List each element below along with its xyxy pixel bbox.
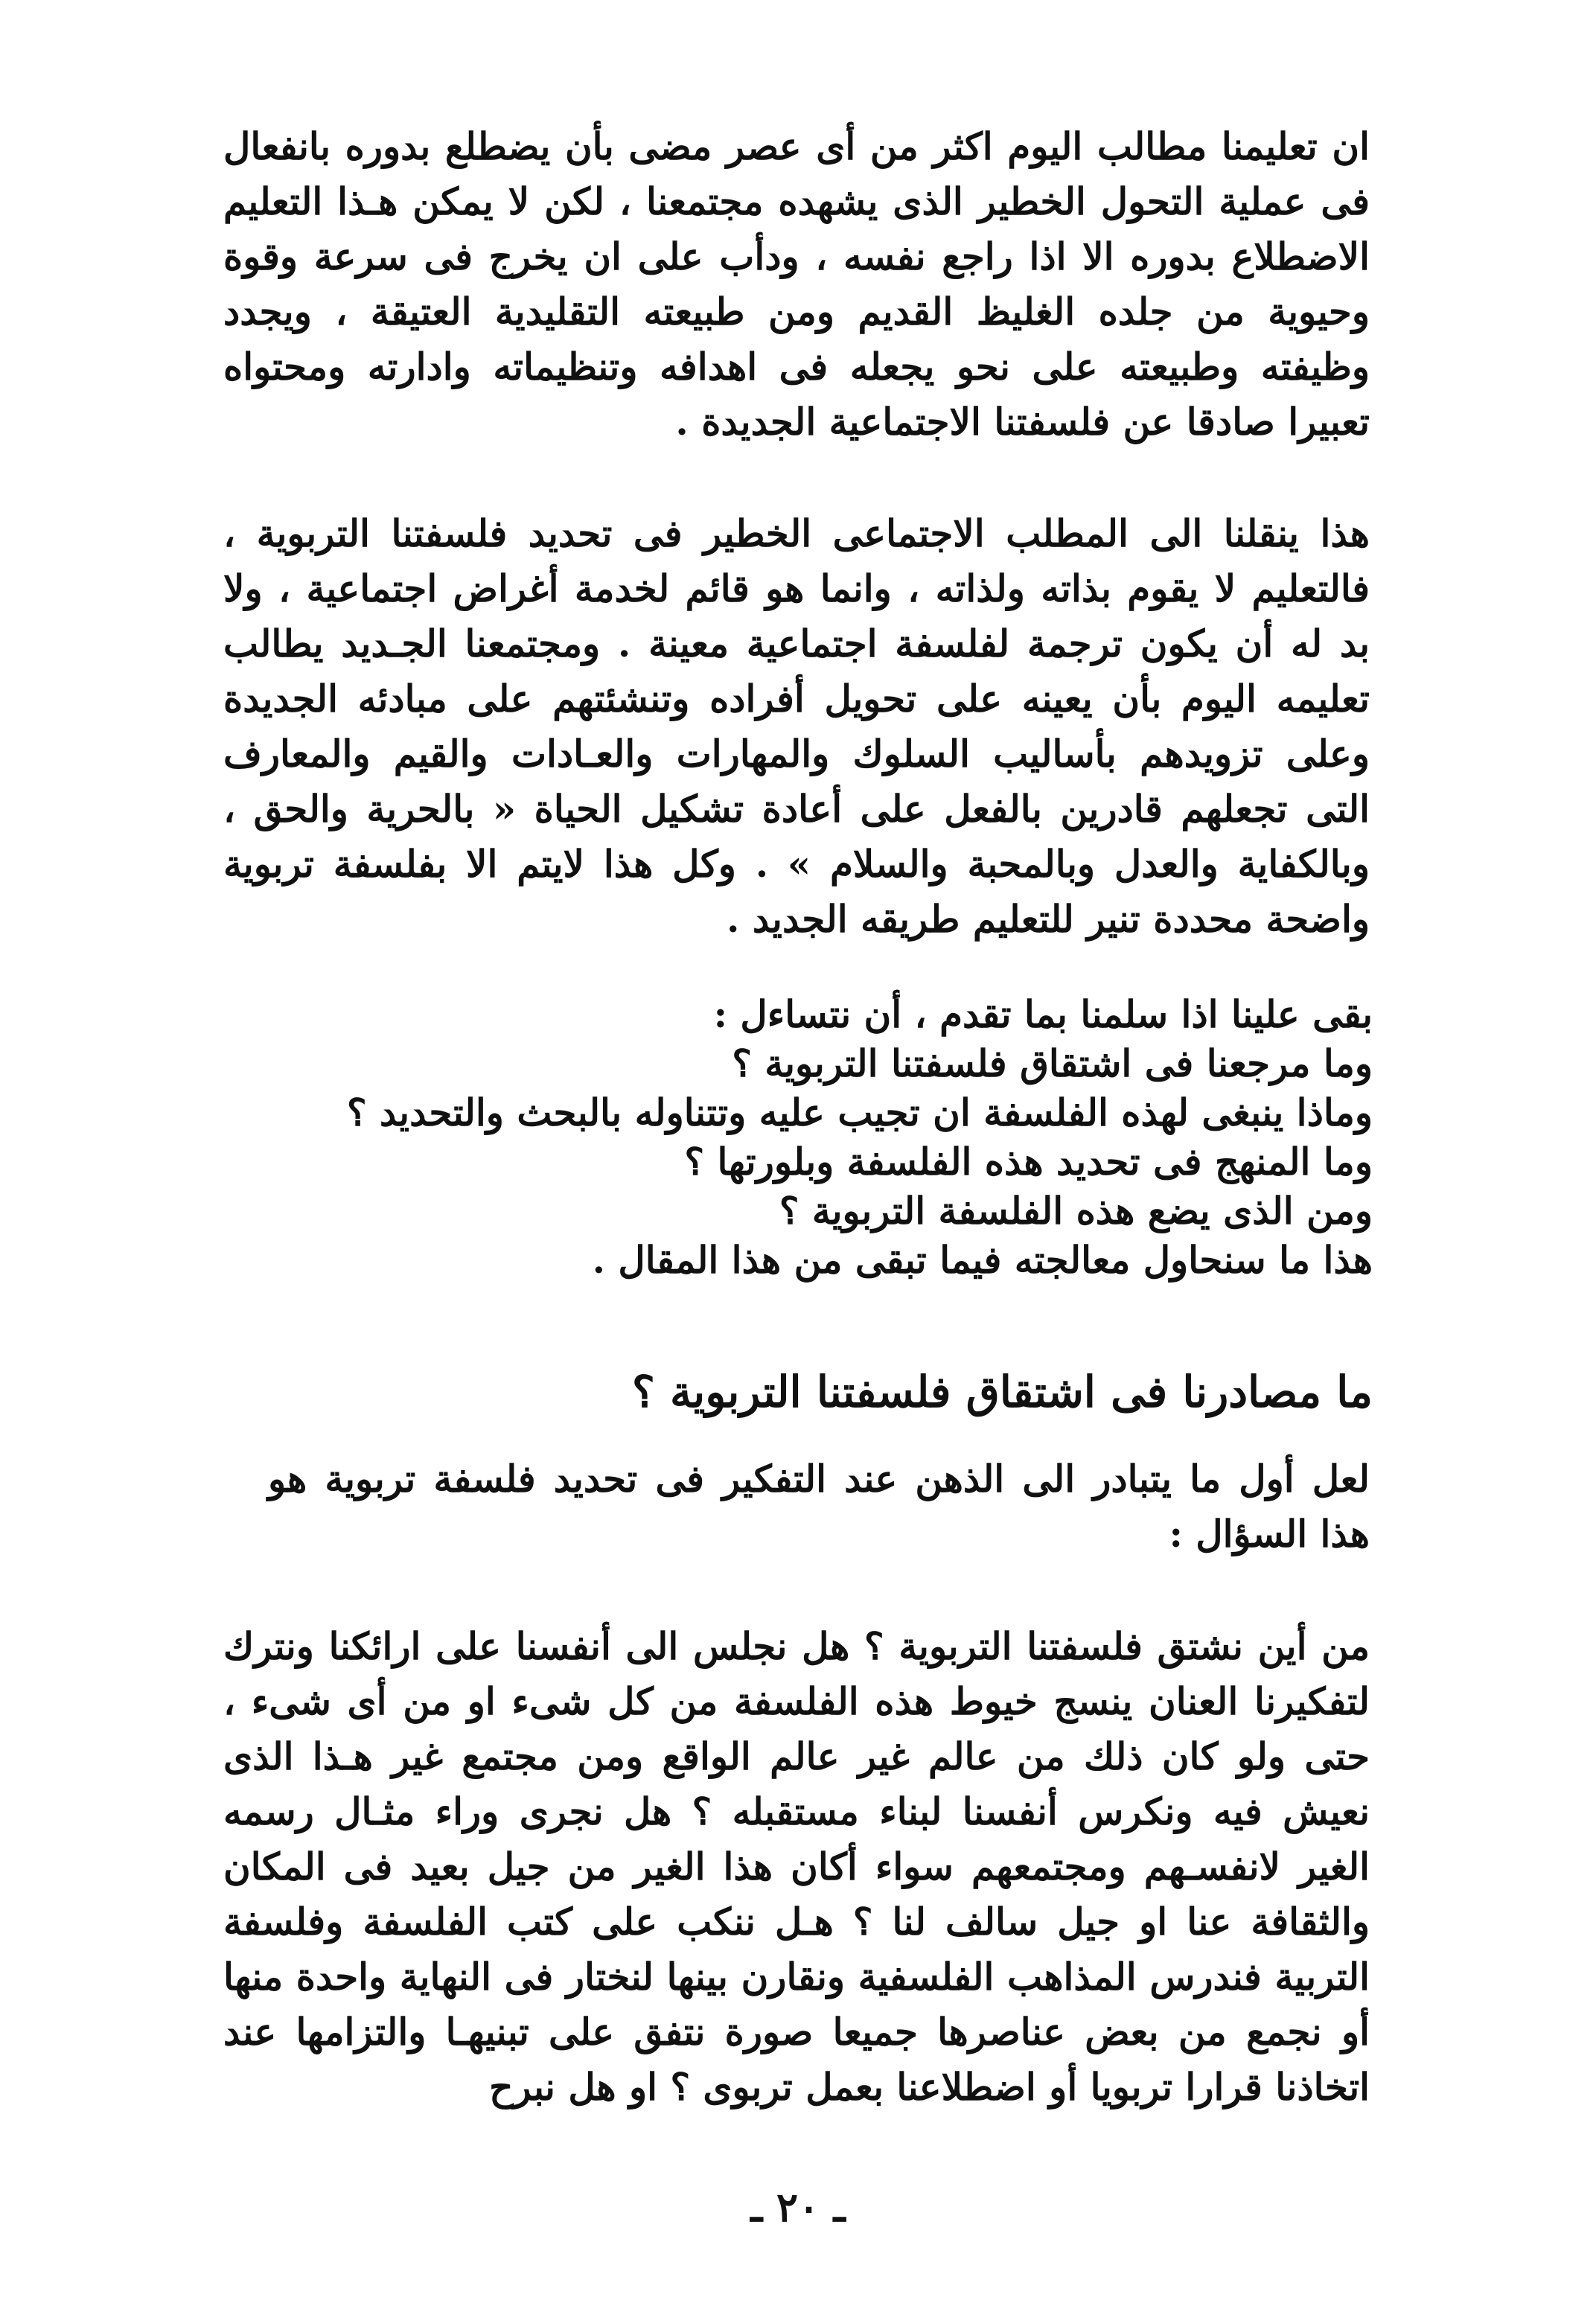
paragraph-text: ان تعليمنا مطالب اليوم اكثر من أى عصر مضى بأن يضطلع بدوره بانفعال فى عملية التحول الخطير الذى يشهده مجتمعنا ، لكن لا يمكن هـذا التعليم الاضطلاع بدوره الا اذا راجع نفسه ، ودأب على ان يخرج فى سرعة وقوة وحيوية من جلده الغليظ القديم ومن طبيعته التقليدية العتيقة ، ويجدد وظيفته وطبيعته على نحو يجعله فى اهدافه وتنظيماته وادارته ومحتواه تعبيرا صادقا عن فلسفتنا الاجتماعية الجديدة . <box>223 124 1370 444</box>
paragraph-text: من أين نشتق فلسفتنا التربوية ؟ هل نجلس الى أنفسنا على ارائكنا ونترك لتفكيرنا العنان ينسج خيوط هذه الفلسفة من كل شىء او من أى شىء ، حتى ولو كان ذلك من عالم غير عالم الواقع ومن مجتمع غير هـذا الذى نعيش فيه ونكرس أنفسنا لبناء مستقبله ؟ هل نجرى وراء مثـال رسمه الغير لانفسـهم ومجتمعهم سواء أكان هذا الغير من جيل بعيد فى المكان والثقافة عنا او جيل سالف لنا ؟ هـل ننكب على كتب الفلسفة وفلسفة التربية فندرس المذاهب الفلسفية ونقارن بينها لنختار فى النهاية واحدة منها أو نجمع من بعض عناصرها جميعا صورة نتفق على تبنيهـا والتزامها عند اتخاذنا قرارا تربويا أو اضطلاعنا بعمل تربوى ؟ او هل نبرح <box>223 1624 1370 2109</box>
question-item: وما مرجعنا فى اشتقاق فلسفتنا التربوية ؟ <box>732 1041 1373 1085</box>
paragraph-sources <box>223 1619 1370 2115</box>
section-heading: ما مصادرنا فى اشتقاق فلسفتنا التربوية ؟ <box>632 1367 1373 1417</box>
page-number: ـ ٢٠ ـ <box>750 2183 846 2231</box>
question-intro: بقى علينا اذا سلمنا بما تقدم ، أن نتساءل : <box>713 992 1373 1036</box>
question-item: ومن الذى يضع هذه الفلسفة التربوية ؟ <box>779 1189 1373 1233</box>
paragraph-education-role <box>223 119 1370 450</box>
paragraph-first-question <box>268 1452 1370 1562</box>
question-item: وماذا ينبغى لهذه الفلسفة ان تجيب عليه وتتناوله بالبحث والتحديد ؟ <box>346 1090 1373 1134</box>
paragraph-social-demand <box>223 506 1370 947</box>
question-conclusion: هذا ما سنحاول معالجته فيما تبقى من هذا المقال . <box>592 1238 1373 1282</box>
question-item: وما المنهج فى تحديد هذه الفلسفة وبلورتها ؟ <box>684 1140 1373 1184</box>
question-list <box>211 990 1373 1285</box>
paragraph-text: لعل أول ما يتبادر الى الذهن عند التفكير فى تحديد فلسفة تربوية هو هذا السؤال : <box>268 1457 1370 1556</box>
paragraph-text: هذا ينقلنا الى المطلب الاجتماعى الخطير فى تحديد فلسفتنا التربوية ، فالتعليم لا يقوم بذاته ولذاته ، وانما هو قائم لخدمة أغراض اجتماعية ، ولا بد له أن يكون ترجمة لفلسفة اجتماعية معينة . ومجتمعنا الجـديد يطالب تعليمه اليوم بأن يعينه على تحويل أفراده وتنشئتهم على مبادئه الجديدة وعلى تزويدهم بأساليب السلوك والمهارات والعـادات والقيم والمعارف التى تجعلهم قادرين بالفعل على أعادة تشكيل الحياة « بالحرية والحق ، وبالكفاية والعدل وبالمحبة والسلام » . وكل هذا لايتم الا بفلسفة تربوية واضحة محددة تنير للتعليم طريقه الجديد . <box>223 511 1370 941</box>
